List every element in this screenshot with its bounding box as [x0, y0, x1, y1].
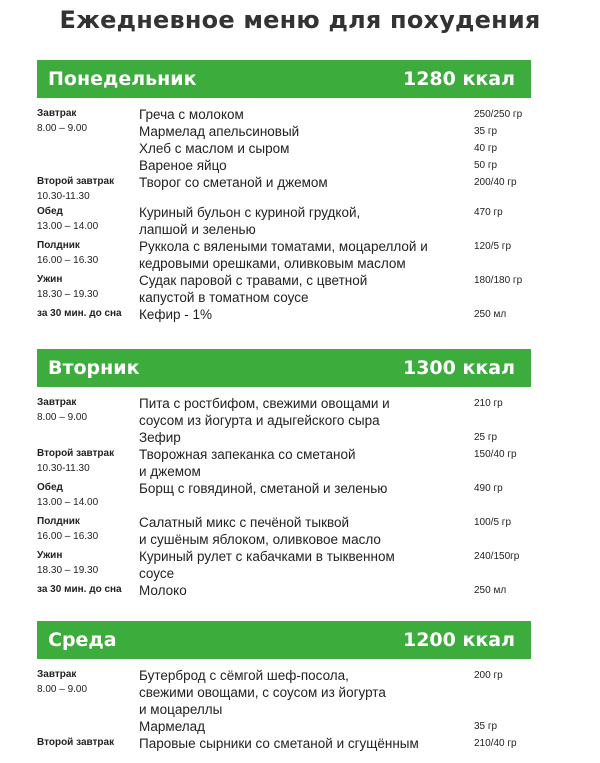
meal-time: 13.00 – 14.00 [37, 221, 99, 232]
food-name: Пита с ростбифом, свежими овощами и [139, 396, 390, 411]
food-item [139, 255, 557, 272]
food-item [139, 684, 557, 701]
meal-row [37, 514, 557, 548]
food-portion: 250/250 гр [474, 109, 523, 120]
meal-items [139, 306, 557, 323]
meal-info [37, 548, 139, 582]
food-name: лапшой и зеленью [139, 222, 256, 237]
food-item [139, 514, 557, 531]
meal-list [37, 387, 557, 599]
food-portion: 200/40 гр [474, 177, 517, 188]
food-item [139, 701, 557, 718]
meal-items [139, 667, 557, 735]
food-name: и джемом [139, 464, 201, 479]
food-name: Руккола с вялеными томатами, моцареллой и [139, 239, 428, 254]
food-portion: 25 гр [474, 432, 498, 443]
meal-name: Ужин [37, 274, 63, 285]
food-item [139, 582, 557, 599]
food-item [139, 238, 557, 255]
meal-info [37, 106, 139, 174]
food-item [139, 106, 557, 123]
meal-time: 18.30 – 19.30 [37, 565, 99, 576]
food-item [139, 446, 557, 463]
food-item [139, 221, 557, 238]
day-name: Понедельник [48, 68, 197, 90]
food-item [139, 480, 557, 497]
meal-info [37, 667, 139, 735]
meal-row [37, 272, 557, 306]
meal-time: 8.00 – 9.00 [37, 412, 88, 423]
meal-name: Завтрак [37, 108, 77, 119]
food-name: Кефир - 1% [139, 307, 213, 322]
meal-row [37, 667, 557, 735]
food-portion: 35 гр [474, 126, 498, 137]
meal-items [139, 548, 557, 582]
day-section [0, 349, 600, 599]
meal-name: Завтрак [37, 669, 77, 680]
meal-name: Ужин [37, 550, 63, 561]
food-name: Творог со сметаной и джемом [139, 175, 328, 190]
food-portion: 180/180 гр [474, 275, 523, 286]
meal-info [37, 174, 139, 204]
food-item [139, 548, 557, 565]
meal-row [37, 395, 557, 446]
food-name: Греча с молоком [139, 107, 244, 122]
meal-name: Полдник [37, 240, 80, 251]
meal-items [139, 514, 557, 548]
food-item [139, 463, 557, 480]
day-section [0, 60, 600, 323]
meal-time: 10.30-11.30 [37, 463, 90, 474]
food-name: Судак паровой с травами, с цветной [139, 273, 368, 288]
day-header [37, 621, 531, 659]
day-header [37, 349, 531, 387]
meal-name: за 30 мин. до сна [37, 584, 122, 595]
food-item [139, 565, 557, 582]
food-name: Борщ с говядиной, сметаной и зеленью [139, 481, 388, 496]
food-portion: 490 гр [474, 483, 503, 494]
food-item [139, 174, 557, 191]
food-item [139, 718, 557, 735]
meal-info [37, 514, 139, 548]
food-name [139, 497, 474, 514]
food-portion: 210 гр [474, 398, 503, 409]
meal-name: Второй завтрак [37, 448, 115, 459]
food-name: Творожная запеканка со сметаной [139, 447, 356, 462]
page-title: Ежедневное меню для похудения [59, 6, 541, 34]
food-portion: 210/40 гр [474, 738, 517, 749]
food-item [139, 395, 557, 412]
meal-time: 8.00 – 9.00 [37, 123, 88, 134]
meal-items [139, 272, 557, 306]
food-name: кедровыми орешками, оливковым маслом [139, 256, 406, 271]
meal-time: 18.30 – 19.30 [37, 289, 99, 300]
meal-info [37, 272, 139, 306]
meal-info [37, 204, 139, 238]
food-portion: 240/150гр [474, 551, 520, 562]
meal-row [37, 582, 557, 599]
food-portion: 470 гр [474, 207, 503, 218]
meal-info [37, 238, 139, 272]
food-name: Вареное яйцо [139, 158, 227, 173]
day-name: Среда [48, 629, 117, 651]
meal-row [37, 446, 557, 480]
meal-name: Обед [37, 206, 63, 217]
food-name: и моцареллы [139, 702, 223, 717]
meal-time: 16.00 – 16.30 [37, 255, 99, 266]
meal-items [139, 238, 557, 272]
meal-info [37, 582, 139, 599]
meal-name: Обед [37, 482, 63, 493]
meal-info [37, 480, 139, 514]
food-portion: 50 гр [474, 160, 498, 171]
meal-items [139, 735, 557, 752]
meal-info [37, 395, 139, 446]
food-portion: 35 гр [474, 721, 498, 732]
food-name: соусом из йогурта и адыгейского сыра [139, 413, 380, 428]
day-header [37, 60, 531, 98]
meal-items [139, 174, 557, 204]
food-portion: 250 мл [474, 585, 507, 596]
day-name: Вторник [48, 357, 140, 379]
meal-time: 16.00 – 16.30 [37, 531, 99, 542]
meal-time: 13.00 – 14.00 [37, 497, 99, 508]
food-item [139, 272, 557, 289]
food-name: Хлеб с маслом и сыром [139, 141, 290, 156]
food-name: Бутерброд с сёмгой шеф-посола, [139, 668, 349, 683]
meal-name: Завтрак [37, 397, 77, 408]
meal-info [37, 735, 139, 752]
meal-info [37, 306, 139, 323]
meal-items [139, 480, 557, 514]
day-calories: 1200 ккал [402, 629, 515, 651]
meal-items [139, 106, 557, 174]
meal-row [37, 480, 557, 514]
food-item [139, 735, 557, 752]
meal-items [139, 446, 557, 480]
food-portion: 100/5 гр [474, 517, 512, 528]
food-name: капустой в томатном соусе [139, 290, 309, 305]
food-item [139, 531, 557, 548]
food-name: Мармелад апельсиновый [139, 124, 300, 139]
food-item [139, 412, 557, 429]
food-name: Куриный рулет с кабачками в тыквенном [139, 549, 395, 564]
meal-name: Второй завтрак [37, 737, 115, 748]
meal-row [37, 174, 557, 204]
food-name: Зефир [139, 430, 181, 445]
food-item [139, 140, 557, 157]
food-portion: 120/5 гр [474, 241, 512, 252]
meal-items [139, 395, 557, 446]
meal-items [139, 582, 557, 599]
food-name: Салатный микс с печёной тыквой [139, 515, 350, 530]
food-name: свежими овощами, с соусом из йогурта [139, 685, 386, 700]
food-item [139, 497, 557, 514]
meal-list [37, 659, 557, 752]
food-name: и сушёным яблоком, оливковое масло [139, 532, 381, 547]
meal-name: Второй завтрак [37, 176, 115, 187]
food-portion: 200 гр [474, 670, 503, 681]
meal-time: 10.30-11.30 [37, 191, 90, 202]
day-calories: 1300 ккал [402, 357, 515, 379]
food-item [139, 204, 557, 221]
meal-items [139, 204, 557, 238]
meal-row [37, 306, 557, 323]
meal-time: 8.00 – 9.00 [37, 684, 88, 695]
food-name: Паровые сырники со сметаной и сгущённым [139, 736, 419, 751]
food-portion: 150/40 гр [474, 449, 517, 460]
food-item [139, 157, 557, 174]
food-name: Мармелад [139, 719, 206, 734]
meal-name: за 30 мин. до сна [37, 308, 122, 319]
meal-info [37, 446, 139, 480]
meal-row [37, 106, 557, 174]
food-portion: 40 гр [474, 143, 498, 154]
meal-name: Полдник [37, 516, 80, 527]
meal-row [37, 204, 557, 238]
day-section [0, 621, 600, 752]
food-item [139, 306, 557, 323]
day-calories: 1280 ккал [402, 68, 515, 90]
food-item [139, 123, 557, 140]
meal-list [37, 98, 557, 323]
food-name: Молоко [139, 583, 187, 598]
food-item [139, 429, 557, 446]
food-name: соусе [139, 566, 175, 581]
meal-row [37, 548, 557, 582]
meal-row [37, 238, 557, 272]
food-portion: 250 мл [474, 309, 507, 320]
food-name: Куриный бульон с куриной грудкой, [139, 205, 361, 220]
food-item [139, 667, 557, 684]
food-item [139, 289, 557, 306]
meal-row [37, 735, 557, 752]
